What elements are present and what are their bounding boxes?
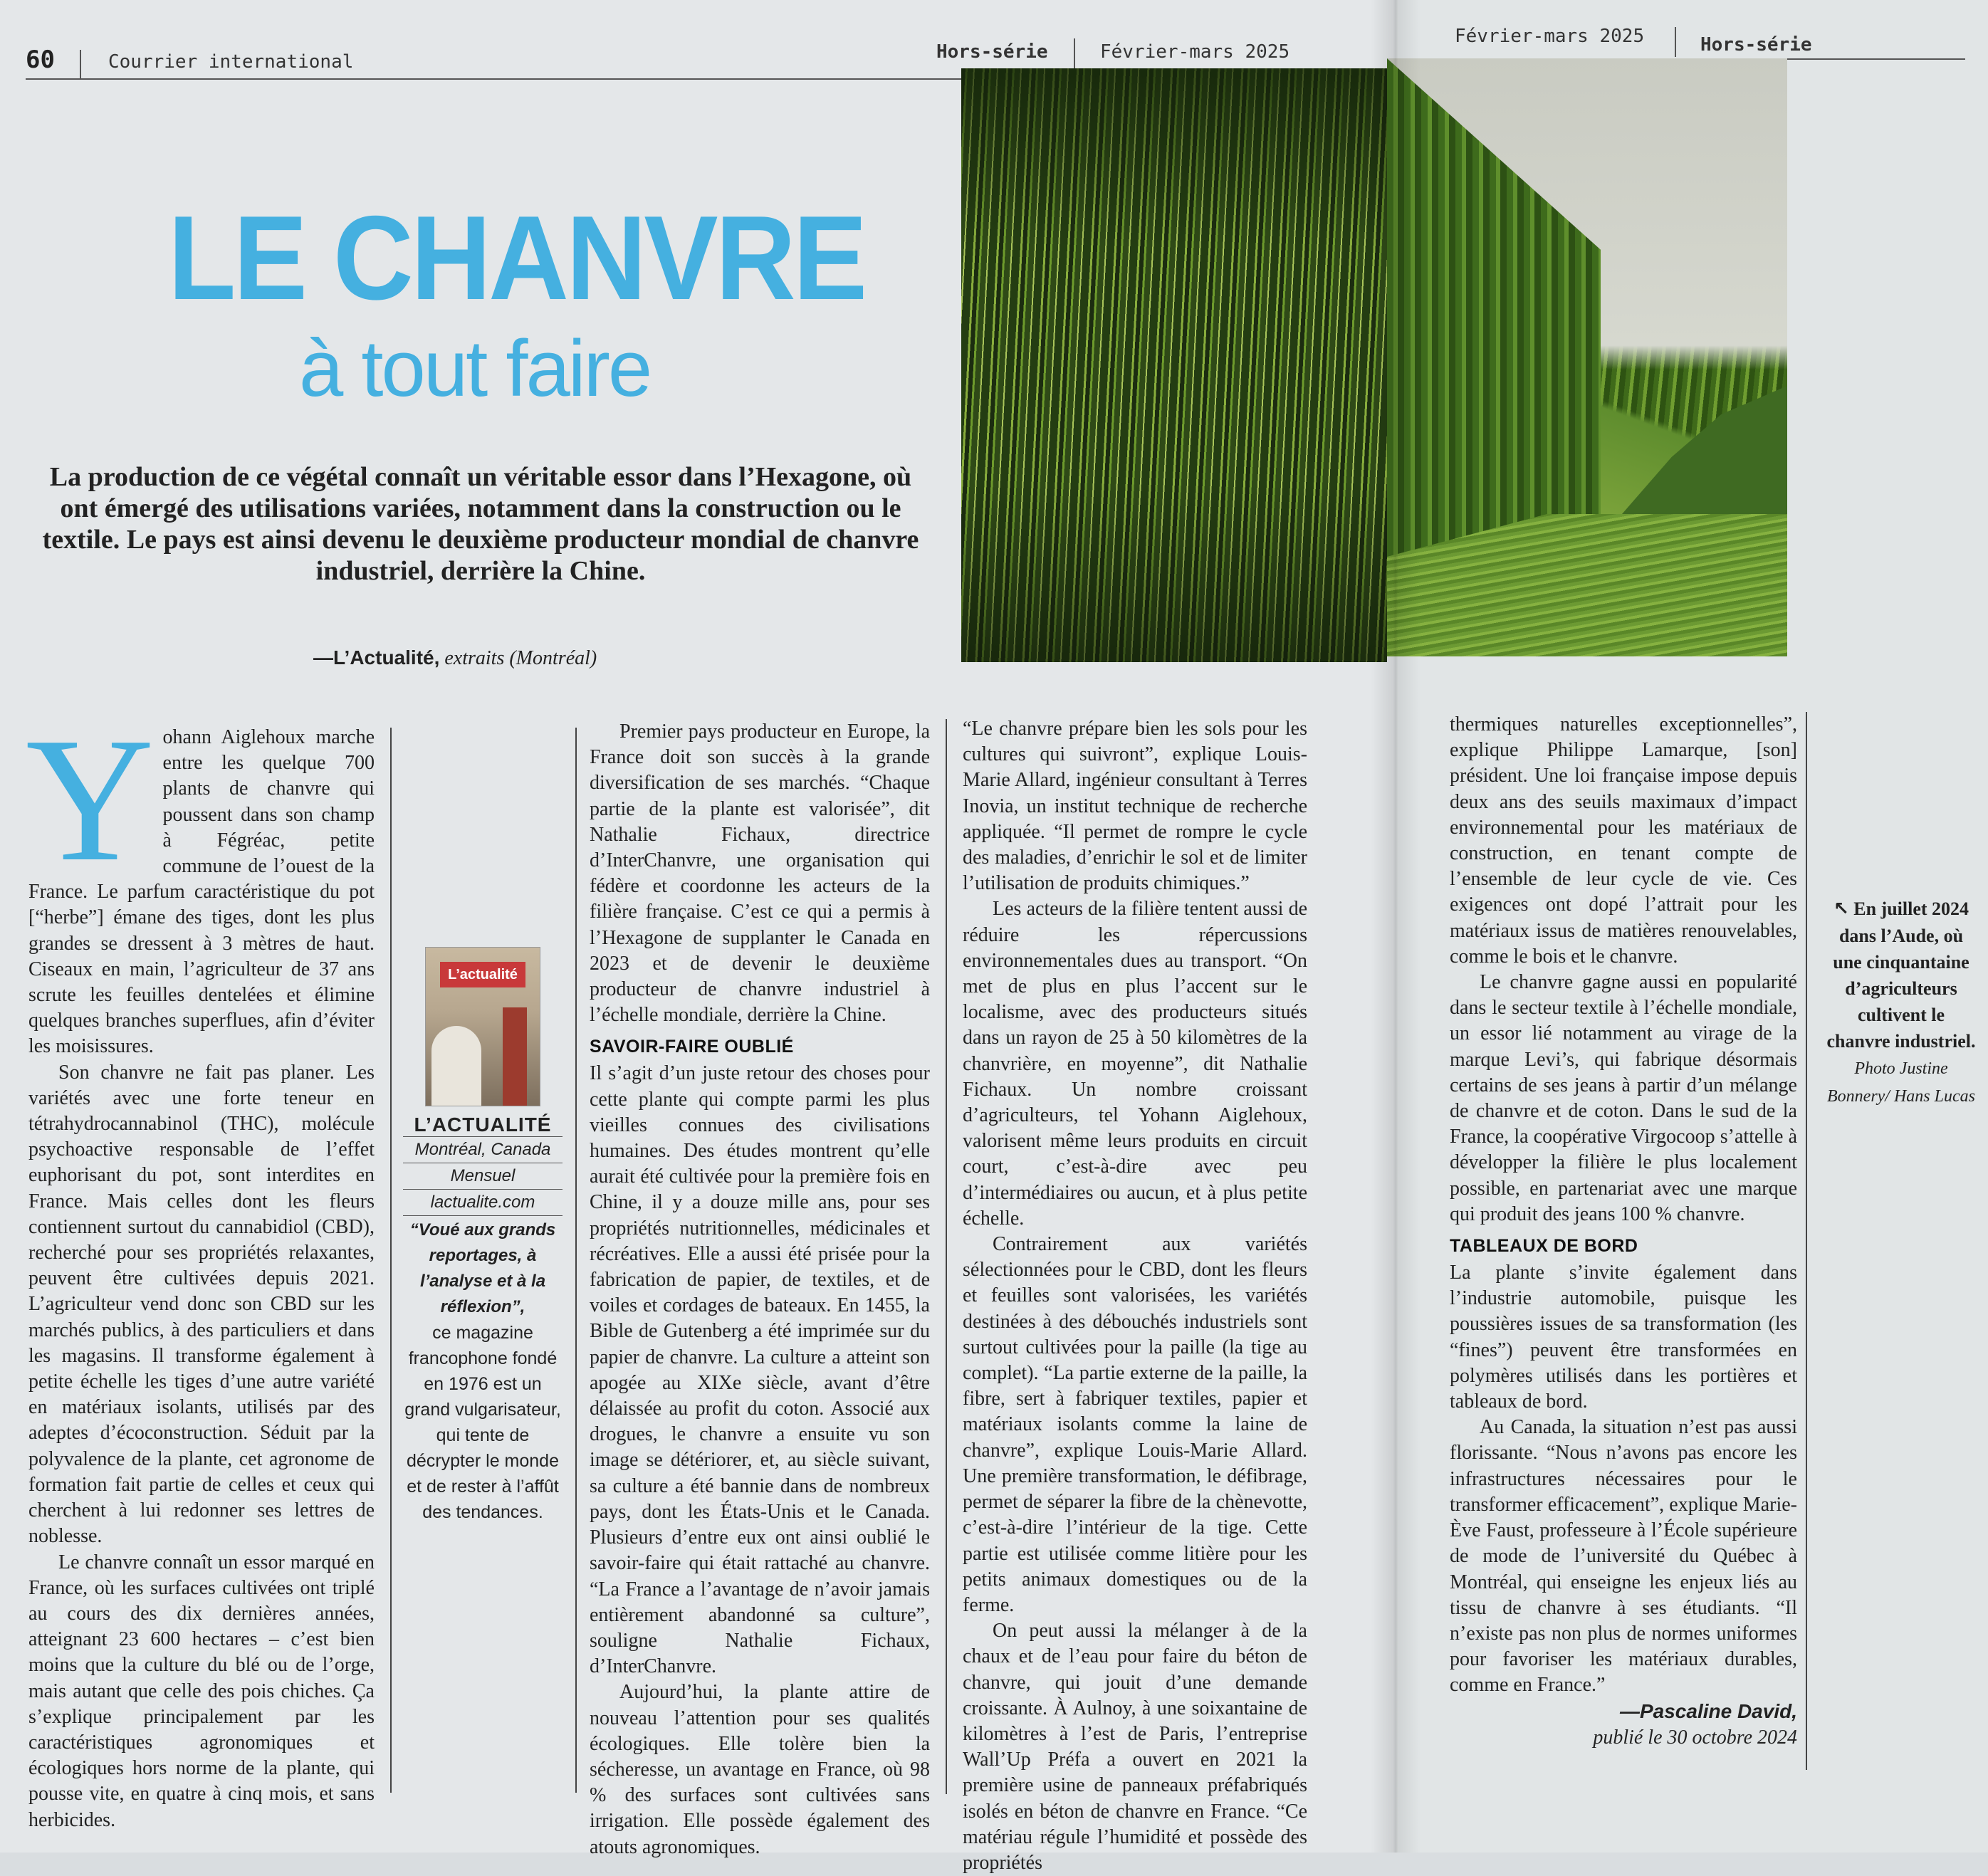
paragraph: Le chanvre connaît un essor marqué en France, où les surfaces cultivées ont triplé au cours des dix dernières années, atteignant 23 600 hectares – c’est bien moins que la culture du blé ou de l’orge, mais autant que celle des pois chiches. Ça s’explique principalement par les caractéristiques agronomiques et écologiques hors norme de la plante, qui pousse vite, en quatre à cinq mois, et sans herbicides. [28, 1551, 375, 1831]
caption-text: En juillet 2024 dans l’Aude, où une cinquantaine d’agriculteurs cultivent le chanvre industriel. [1826, 898, 1976, 1052]
text-column-1 [26, 701, 375, 1833]
byline [1450, 1699, 1797, 1725]
text-column-4 [1450, 712, 1797, 1751]
magazine-cover [425, 947, 540, 1106]
section-heading: TABLEAUX DE BORD [1450, 1236, 1638, 1257]
source-location: Montréal, Canada [403, 1136, 563, 1163]
section-heading: SAVOIR-FAIRE OUBLIÉ [590, 1037, 794, 1057]
source-quote: “Voué aux grands reportages, à l’analyse et à la réflexion”, [403, 1215, 563, 1320]
header-divider-left [1074, 38, 1075, 68]
article-source [313, 646, 597, 670]
cover-title: L’actualité [440, 962, 525, 987]
column-rule [946, 719, 947, 1794]
source-frequency: Mensuel [403, 1163, 563, 1189]
paragraph: La plante s’invite également dans l’industrie automobile, puisque les poussières issues de sa transformation (les “fines”) peuvent être transformées en polymères utilisés dans les portières et tableaux de bord. [1450, 1262, 1797, 1413]
spine-gutter [1371, 0, 1421, 1853]
published-date: publié le 30 octobre 2024 [1593, 1726, 1797, 1749]
hemp-field-photo [1387, 58, 1787, 656]
source-publication-name: L’ACTUALITÉ [414, 1113, 552, 1136]
header-divider-right [1675, 27, 1676, 57]
caption-arrow-icon: ↖ [1833, 898, 1849, 920]
paragraph: Son chanvre ne fait pas planer. Les variétés avec une forte teneur en tétrahydrocannabinol (THC), molécule psychoactive responsable de l’effet euphorisant du pot, sont interdites en France. Mais celles dont les fleurs contiennent surtout du cannabidiol (CBD), recherché pour ses propriétés relaxantes, peuvent être cultivées depuis 2021. L’agriculteur vend donc son CBD sur les marchés publics, à des particuliers et dans les magasins. Il transforme également à petite échelle les tiges d’une autre variété en matériaux isolants, utilisés par des adeptes d’écoconstruction. Séduit par la polyvalence de la plante, cet agronome de formation fait partie de celles et ceux qui cherchent à lui redonner ses lettres de noblesse. [28, 1061, 375, 1548]
paragraph: thermiques naturelles exceptionnelles”, explique Philippe Lamarque, [son] président. Une loi française impose depuis deux ans des seuils maximaux d’impact environnemental pour les matériaux de construction, en tenant compte de l’ensemble de leur cycle de vie. Ces exigences ont dopé l’attrait pour les matériaux issus de matières renouvelables, comme le bois et le chanvre. [1450, 713, 1797, 968]
magazine-name: Courrier international [108, 51, 354, 73]
photo-credit: Photo Justine Bonnery/ Hans Lucas [1827, 1059, 1975, 1106]
paragraph: Contrairement aux variétés sélectionnées pour le CBD, dont les fleurs et feuilles sont valorisées, les variétés destinées à des débouchés industriels sont surtout cultivées pour la paille (la tige au complet). “La partie externe de la paille, la fibre, sert à fabriquer textiles, papier et matériaux isolants comme la laine de chanvre”, explique Louis-Marie Allard. Une première transformation, le défibrage, permet de séparer la fibre de la chènevotte, c’est-à-dire l’intérieur de la tige. Cette partie est utilisée comme litière pour les petits animaux domestiques ou de la ferme. [963, 1233, 1307, 1616]
author-signature: —Pascaline David, [1619, 1699, 1797, 1722]
capitol-dome-image [431, 1026, 481, 1106]
issue-date-left: Février-mars 2025 [1100, 41, 1290, 63]
source-dash: — [313, 646, 333, 669]
photo-caption [1826, 896, 1977, 1110]
source-name: L’Actualité, [333, 646, 440, 669]
column-rule [390, 728, 392, 1793]
source-website: lactualite.com [403, 1189, 563, 1215]
paragraph: Aujourd’hui, la plante attire de nouveau l’attention pour ses qualités écologiques. Elle tolère bien la sécheresse, un avantage en France, où 98 % des surfaces sont cultivées sans irrigation. Elle possède également des atouts agronomiques. [590, 1681, 930, 1858]
drop-cap: Y [26, 701, 155, 898]
paragraph: “Le chanvre prépare bien les sols pour les cultures qui suivront”, explique Louis-Marie Allard, ingénieur consultant à Terres Inovia, un institut technique de recherche appliquée. “Il permet de rompre le cycle des maladies, d’enrichir le sol et de limiter l’utilisation de produits chimiques.” [963, 718, 1307, 895]
treeline [1622, 372, 1787, 514]
paragraph: On peut aussi la mélanger à de la chaux et de l’eau pour faire du béton de chanvre, qui jouit d’une demande croissante. À Aulnoy, à une soixantaine de kilomètres à l’est de Paris, l’entreprise Wall’Up Préfa a ouvert en 2021 la première usine de panneaux préfabriqués isolés en béton de chanvre en France. “Ce matériau régule l’humidité et possède des propriétés [963, 1620, 1307, 1874]
hemp-stalks-photo [961, 68, 1387, 662]
paragraph: Au Canada, la situation n’est pas aussi florissante. “Nous n’avons pas encore les infrastructures nécessaires pour le transformer efficacement”, explique Marie-Ève Faust, professeure à l’École supérieure de mode de l’université du Québec à Montréal, qui enseigne les enjeux liés au tissu de chanvre à ses étudiants. “Il n’existe pas non plus de normes uniformes pour favoriser les matériaux durables, comme en France.” [1450, 1416, 1797, 1697]
article-title: LE CHANVRE [168, 191, 865, 325]
article-lead: La production de ce végétal connaît un véritable essor dans l’Hexagone, où ont émergé des utilisations variées, notamment dans la construction ou le textile. Le pays est ainsi devenu le deuxième producteur mondial de chanvre industriel, derrière la Chine. [42, 462, 919, 586]
text-column-3 [963, 716, 1307, 1876]
column-rule [1806, 712, 1807, 1770]
page-number: 60 [26, 46, 55, 74]
article-subtitle: à tout faire [299, 324, 651, 413]
tower-image [503, 1007, 527, 1106]
header-divider [80, 50, 81, 80]
paragraph: Les acteurs de la filière tentent aussi de réduire les répercussions environnementales dues au transport. “On met de plus en plus l’accent sur le localisme, avec des producteurs situés dans un rayon de 25 à 50 kilomètres de la chanvrière, en moyenne”, dit Nathalie Fichaux. Un nombre croissant d’agriculteurs, tel Yohann Aiglehoux, valorisent même leurs produits en circuit court, c’est-à-dire avec peu d’intermédiaires ou aucun, et à plus petite échelle. [963, 898, 1307, 1230]
series-label-right: Hors-série [1700, 34, 1812, 56]
paragraph: Premier pays producteur en Europe, la France doit son succès à la grande diversification de ses marchés. “Chaque partie de la plante est valorisée”, dit Nathalie Fichaux, directrice d’InterChanvre, une organisation qui fédère et coordonne les acteurs de la filière française. C’est ce qui a permis à l’Hexagone de supplanter le Canada en 2023 et de devenir le deuxième producteur de chanvre industriel à l’échelle mondiale, derrière la Chine. [590, 720, 930, 1027]
paragraph: ohann Aiglehoux marche entre les quelque 700 plants de chanvre qui poussent dans son champ à Fégréac, petite commune de l’ouest de la France. Le parfum caractéristique du pot [“herbe”] émane des tiges, dont les plus grandes se dressent à 3 mètres de haut. Ciseaux en main, l’agriculteur de 37 ans scrute les feuilles dentelées et élimine quelques branches superflues, afin d’éviter les moisissures. [28, 726, 375, 1058]
publication-date [1450, 1725, 1797, 1751]
text-column-2 [590, 719, 930, 1860]
issue-date-right: Février-mars 2025 [1455, 26, 1645, 47]
paragraph: Il s’agit d’un juste retour des choses pour cette plante qui compte parmi les plus vieilles connues des civilisations humaines. Des études montrent qu’elle aurait été cultivée pour la première fois en Chine, il y a douze mille ans, pour ses propriétés nutritionnelles, médicinales et récréatives. Elle a aussi été prisée pour la fabrication de papier, de textiles, et de voiles et cordages de bateaux. En 1455, la Bible de Gutenberg a été imprimée sur du papier de chanvre. La culture a atteint son apogée au XIXe siècle, avant d’être délaissée au profit du coton. Associé aux drogues, le chanvre a ensuite vu son image se détériorer, et, au siècle suivant, sa culture a été bannie dans de nombreux pays, dont les États-Unis et le Canada. Plusieurs d’entre eux ont ainsi oublié le savoir-faire qui était rattaché au chanvre. “La France a l’avantage de n’avoir jamais entièrement abandonné sa culture”, souligne Nathalie Fichaux, d’InterChanvre. [590, 1062, 930, 1678]
series-label-left: Hors-série [936, 41, 1048, 63]
column-rule [575, 728, 577, 1793]
source-extra: extraits [444, 647, 505, 669]
paragraph: Le chanvre gagne aussi en popularité dans le secteur textile à l’échelle mondiale, un essor lié notamment au virage de la marque Levi’s, qui fabrique désormais certains de ses jeans à partir d’un mélange de chanvre et de coton. Dans le sud de la France, la coopérative Virgocoop s’attelle à développer la filière le plus localement possible, en partenariat avec une marque qui produit des jeans 100 % chanvre. [1450, 971, 1797, 1225]
source-box [403, 947, 563, 1525]
source-description: ce magazine francophone fondé en 1976 est un grand vulgarisateur, qui tente de décrypter le monde et de rester à l’affût des tendances. [404, 1323, 561, 1522]
source-city: (Montréal) [509, 647, 597, 669]
